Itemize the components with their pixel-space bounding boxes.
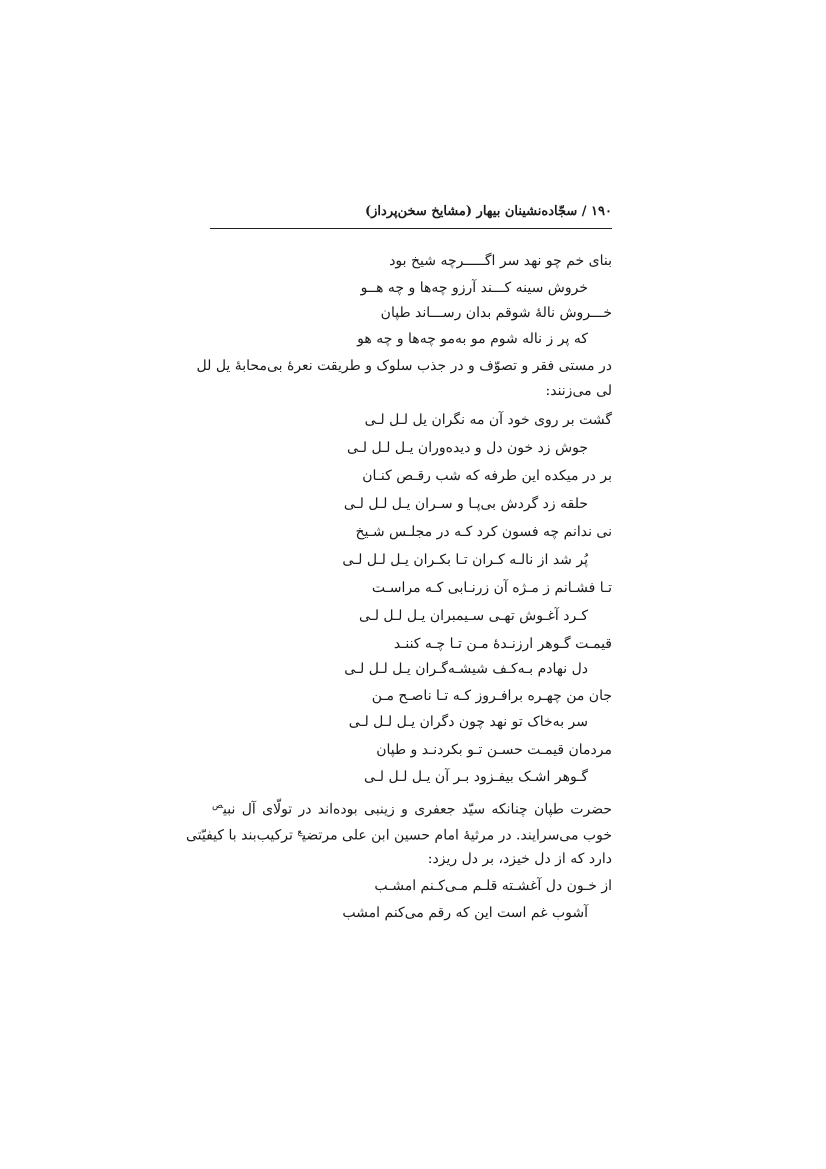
verse-line: بنای خم چو نهد سر اگـــــرچه شیخ بود	[389, 253, 612, 269]
running-header: ۱۹۰ / سجّاده‌نشینان بیهار (مشایخ سخن‌پرداز)	[365, 204, 612, 219]
prose-line: لی می‌زنند:	[545, 383, 612, 399]
prose-line: دارد که از دل خیزد، بر دل ریزد:	[427, 851, 612, 867]
verse-line: که پر ز ناله شوم مو به‌مو چه‌ها و چه هو	[357, 331, 588, 347]
verse-line: از خـون دل آغشـته قلـم مـی‌کـنم امشـب	[374, 878, 612, 894]
prose-text: حضرت طپان چنانکه سیّد جعفری و زینبی بوده‌اند در تولّای آل نبی	[223, 801, 612, 818]
verse-line: حلقه زد گردش بی‌پـا و سـران یـل لـل لـی	[343, 496, 588, 512]
verse-line: گـوهر اشـک بیفـزود بـر آن یـل لـل لـی	[363, 769, 588, 785]
verse-line: تـا فشـانم ز مـژه آن زرنـابی کـه مراسـت	[371, 580, 612, 596]
verse-line: آشوب غم است این که رقم می‌کنم امشب	[342, 905, 588, 921]
verse-line: نی ندانم چه فسون کرد کـه در مجلـس شـیخ	[355, 524, 612, 540]
verse-line: کـرد آغـوش تهـی سـیمبران یـل لـل لـی	[358, 608, 588, 624]
verse-line: جوش زد خون دل و دیده‌وران یـل لـل لـی	[346, 440, 588, 456]
verse-line: مردمان قیمـت حسـن تـو بکردنـد و طپان	[376, 742, 612, 758]
salawat-mark: ص	[212, 801, 224, 811]
verse-line: خـــروش نالۀ شوقم بدان رســـاند طپان	[380, 305, 612, 321]
verse-line: پُر شد از نالـه کـران تـا بکـران یـل لـل لـی	[342, 552, 588, 568]
verse-line: سر به‌خاک تو نهد چون دگران یـل لـل لـی	[348, 714, 588, 730]
prose-line	[212, 797, 612, 818]
alayhi-mark: ع	[297, 827, 303, 837]
prose-line	[185, 823, 612, 844]
verse-line: بر در میکده این طرفه که شب رقـص کنـان	[362, 468, 612, 484]
prose-line: در مستی فقر و تصوّف و در جذب سلوک و طریقت نعرۀ بی‌محابۀ یل لل	[196, 358, 612, 374]
prose-text: خوب می‌سرایند. در مرثیۀ امام حسین ابن علی مرتضی	[302, 827, 612, 844]
verse-line: خروش سینه کـــند آرزو چه‌ها و چه هــو	[360, 280, 588, 296]
verse-line: گشت بر روی خود آن مه نگران یل لـل لـی	[364, 412, 612, 428]
verse-line: جان من چهـره برافـروز کـه تـا ناصـح مـن	[371, 688, 612, 704]
verse-line: قیمـت گـوهر ارزنـدۀ مـن تـا چـه کننـد	[393, 636, 612, 652]
verse-line: دل نهادم بـه‌کـف شیشـه‌گـران یـل لـل لـی	[344, 661, 588, 677]
prose-text: ترکیب‌بند با کیفیّتی	[185, 827, 293, 844]
header-rule	[210, 228, 612, 229]
